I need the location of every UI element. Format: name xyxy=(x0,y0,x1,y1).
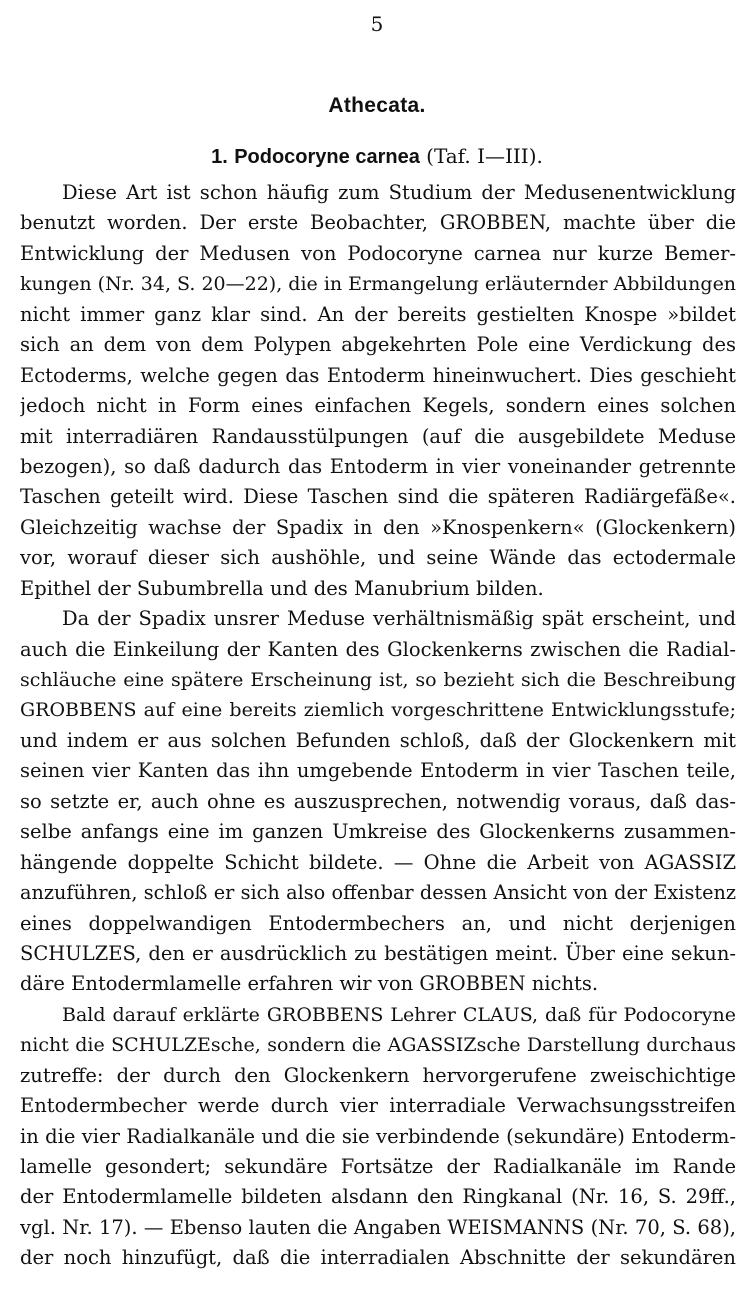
text-line: Epithel der Subumbrella und des Manubrium bilden. xyxy=(20,576,544,600)
species-heading xyxy=(0,144,754,169)
text-line: der noch hinzufügt, daß die interradialen Abschnitte der sekundären xyxy=(20,1246,736,1270)
text-line: Taschen geteilt wird. Diese Taschen sind die späteren Radiärgefäße«. xyxy=(20,485,736,509)
text-line: nicht immer ganz klar sind. An der bereits gestielten Knospe »bildet xyxy=(20,302,736,326)
text-line: in die vier Radialkanäle und die sie verbindende (sekundäre) Entoderm- xyxy=(20,1124,736,1148)
text-line: nicht die SCHULZEsche, sondern die AGASSIZsche Darstellung durchaus xyxy=(20,1034,736,1057)
species-number: 1. xyxy=(211,146,228,168)
text-line: so setzte er, auch ohne es auszusprechen, notwendig voraus, daß das- xyxy=(20,789,736,813)
text-line: Ectoderms, welche gegen das Entoderm hineinwuchert. Dies geschieht xyxy=(20,363,736,387)
text-line: mit interradiären Randausstülpungen (auf die ausgebildete Meduse xyxy=(20,424,736,448)
text-line: selbe anfangs eine im ganzen Umkreise des Glockenkerns zusammen- xyxy=(20,820,736,844)
text-line: vgl. Nr. 17). — Ebenso lauten die Angaben WEISMANNS (Nr. 70, S. 68), xyxy=(20,1215,736,1239)
species-name: Podocoryne carnea xyxy=(234,146,420,168)
text-line: seinen vier Kanten das ihn umgebende Entoderm in vier Taschen teile, xyxy=(20,759,736,783)
text-line: GROBBENS auf eine bereits ziemlich vorgeschrittene Entwicklungsstufe; xyxy=(20,699,736,722)
text-line: jedoch nicht in Form eines einfachen Kegels, sondern eines solchen xyxy=(20,394,736,418)
text-line: benutzt worden. Der erste Beobachter, GROBBEN, machte über die xyxy=(20,211,736,235)
text-line: Entodermbecher werde durch vier interradiale Verwachsungsstreifen xyxy=(20,1094,736,1118)
text-line: Entwicklung der Medusen von Podocoryne carnea nur kurze Bemer- xyxy=(20,241,736,265)
text-line: vor, worauf dieser sich aushöhle, und seine Wände das ectodermale xyxy=(20,546,736,570)
body-text xyxy=(20,178,736,1274)
text-line: zutreffe: der durch den Glockenkern hervorgerufene zweischichtige xyxy=(20,1063,736,1087)
text-line: Bald darauf erklärte GROBBENS Lehrer CLAUS, daß für Podocoryne xyxy=(62,1003,736,1026)
text-line: Gleichzeitig wachse der Spadix in den »Knospenkern« (Glockenkern) xyxy=(20,515,736,539)
text-line: sich an dem von dem Polypen abgekehrten Pole eine Verdickung des xyxy=(20,333,736,357)
text-line: kungen (Nr. 34, S. 20—22), die in Ermangelung erläuternder Abbildungen xyxy=(20,273,736,296)
text-line: lamelle gesondert; sekundäre Fortsätze der Radialkanäle im Rande xyxy=(20,1155,736,1178)
text-line: der Entodermlamelle bildeten alsdann den Ringkanal (Nr. 16, S. 29ff., xyxy=(20,1185,736,1209)
text-line: schläuche eine spätere Erscheinung ist, so bezieht sich die Beschreibung xyxy=(20,669,736,691)
text-line: hängende doppelte Schicht bildete. — Ohne die Arbeit von AGASSIZ xyxy=(20,850,736,874)
species-plate-reference: (Taf. I—III). xyxy=(426,144,543,168)
text-line: däre Entodermlamelle erfahren wir von GROBBEN nichts. xyxy=(20,972,599,996)
text-line: Da der Spadix unsrer Meduse verhältnismäßig spät erscheint, und xyxy=(62,607,736,631)
section-title: Athecata. xyxy=(328,94,426,117)
text-line: Diese Art ist schon häufig zum Studium der Medusenentwicklung xyxy=(62,181,736,204)
text-line: SCHULZES, den er ausdrücklich zu bestätigen meint. Über eine sekun- xyxy=(20,941,736,965)
text-line: anzuführen, schloß er sich also offenbar dessen Ansicht von der Existenz xyxy=(20,881,736,905)
text-line: auch die Einkeilung der Kanten des Glockenkerns zwischen die Radial- xyxy=(20,637,736,661)
text-line: eines doppelwandigen Entodermbechers an, und nicht derjenigen xyxy=(20,911,736,935)
text-line: bezogen), so daß dadurch das Entoderm in vier voneinander getrennte xyxy=(20,454,736,478)
text-line: und indem er aus solchen Befunden schloß, daß der Glockenkern mit xyxy=(20,728,736,752)
page-number: 5 xyxy=(370,12,384,36)
